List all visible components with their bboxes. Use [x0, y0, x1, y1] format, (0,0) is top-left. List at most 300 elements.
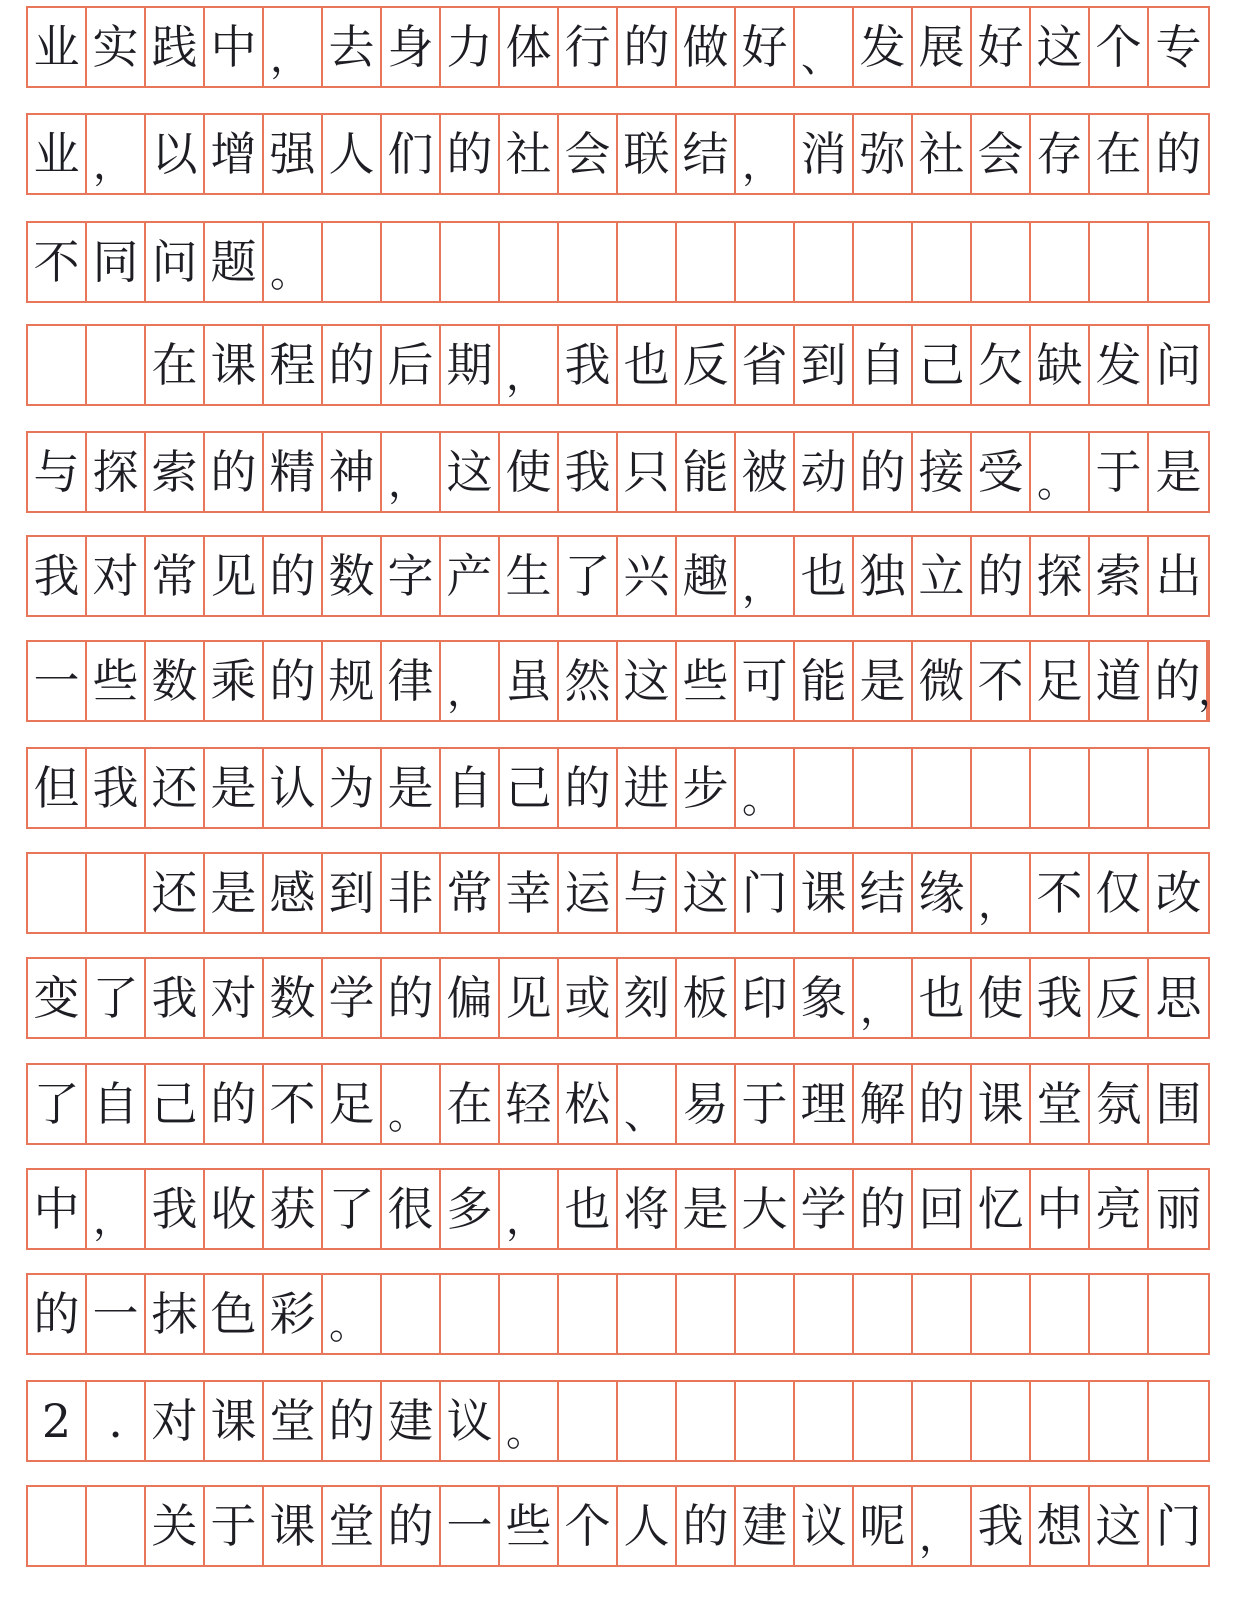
grid-cell: 变: [28, 959, 87, 1037]
grid-cell: 抹: [146, 1275, 205, 1353]
grid-row: [26, 1273, 1210, 1355]
grid-cell: 围: [1155, 1077, 1202, 1131]
grid-cell: 的: [854, 1170, 913, 1248]
grid-cell: 中: [1031, 1170, 1090, 1248]
grid-cell: [618, 1275, 677, 1353]
grid-cell: ，: [913, 1487, 972, 1565]
grid-cell: 为: [323, 749, 382, 827]
grid-cell: 学: [323, 959, 382, 1037]
grid-cell: 生: [500, 537, 559, 615]
grid-cell: 、: [618, 1065, 677, 1143]
grid-cell: 体: [500, 8, 559, 86]
grid-cell: 产: [441, 537, 500, 615]
grid-cell: 数: [146, 642, 205, 720]
grid-cell: 运: [559, 854, 618, 932]
grid-cell: 的: [28, 1275, 87, 1353]
grid-cell: 索: [146, 433, 205, 511]
grid-cell: 进: [618, 749, 677, 827]
grid-cell: 、: [795, 8, 854, 86]
grid-cell: [1090, 749, 1149, 827]
grid-cell: 堂: [264, 1382, 323, 1460]
grid-cell: 的: [441, 115, 500, 193]
grid-cell: 做: [677, 8, 736, 86]
grid-cell: 增: [205, 115, 264, 193]
grid-cell: 易: [677, 1065, 736, 1143]
grid-cell: 的: [913, 1065, 972, 1143]
grid-cell: 的: [382, 959, 441, 1037]
grid-cell: 欠: [972, 326, 1031, 404]
grid-cell: 亮: [1090, 1170, 1149, 1248]
grid-cell: [28, 854, 87, 932]
grid-cell: 的: [1149, 642, 1208, 720]
grid-cell: 到: [795, 326, 854, 404]
grid-cell: 索: [1090, 537, 1149, 615]
grid-row: [26, 324, 1210, 406]
grid-cell: [736, 1275, 795, 1353]
grid-cell: 好: [972, 8, 1031, 86]
grid-cell: ，: [264, 8, 323, 86]
grid-cell: 中: [28, 1170, 87, 1248]
grid-cell: 个: [559, 1487, 618, 1565]
grid-cell: [854, 749, 913, 827]
grid-cell: [87, 854, 146, 932]
grid-cell: [854, 1275, 913, 1353]
grid-cell: 弥: [854, 115, 913, 193]
grid-cell: ，: [736, 537, 795, 615]
grid-cell: 是: [1155, 445, 1202, 499]
grid-cell: 律: [382, 642, 441, 720]
grid-row: [26, 221, 1210, 303]
grid-cell: 缘: [913, 854, 972, 932]
grid-cell: 消: [795, 115, 854, 193]
grid-cell: 们: [382, 115, 441, 193]
grid-cell: 业: [28, 8, 87, 86]
overflow-punctuation: ，: [1198, 668, 1238, 714]
grid-cell: 反: [1090, 959, 1149, 1037]
grid-cell: [854, 1382, 913, 1460]
grid-cell: 强: [264, 115, 323, 193]
grid-cell: 动: [795, 433, 854, 511]
grid-cell: [795, 223, 854, 301]
grid-cell: 缺: [1031, 326, 1090, 404]
grid-cell: 是: [205, 854, 264, 932]
grid-cell: [441, 1275, 500, 1353]
grid-cell: [677, 1275, 736, 1353]
grid-cell: 省: [736, 326, 795, 404]
grid-cell: 只: [618, 433, 677, 511]
grid-cell: 自: [854, 326, 913, 404]
grid-cell: 获: [264, 1170, 323, 1248]
grid-cell: [677, 223, 736, 301]
grid-cell: 微: [913, 642, 972, 720]
grid-cell: 于: [736, 1065, 795, 1143]
grid-cell: 见: [205, 537, 264, 615]
grid-cell: 对: [87, 537, 146, 615]
grid-cell: 自: [441, 749, 500, 827]
grid-cell: 对: [146, 1382, 205, 1460]
grid-cell: 行: [559, 8, 618, 86]
grid-cell: 些: [500, 1487, 559, 1565]
grid-cell: 的: [972, 537, 1031, 615]
grid-cell: 数: [264, 959, 323, 1037]
grid-cell: 议: [795, 1487, 854, 1565]
grid-cell: 探: [87, 433, 146, 511]
grid-cell: 非: [382, 854, 441, 932]
grid-cell: [1031, 223, 1090, 301]
grid-cell: 我: [146, 959, 205, 1037]
grid-cell: 一: [441, 1487, 500, 1565]
grid-cell: 立: [913, 537, 972, 615]
grid-cell: 的: [559, 749, 618, 827]
grid-cell: 课: [205, 1382, 264, 1460]
grid-cell: 议: [441, 1382, 500, 1460]
grid-cell: 将: [618, 1170, 677, 1248]
grid-row: [26, 113, 1210, 195]
grid-cell: [795, 1275, 854, 1353]
grid-cell: 力: [441, 8, 500, 86]
grid-cell: 是: [382, 749, 441, 827]
grid-cell: ，: [500, 326, 559, 404]
grid-cell: 仅: [1090, 854, 1149, 932]
grid-cell: [736, 1382, 795, 1460]
grid-cell: 学: [795, 1170, 854, 1248]
grid-cell: [500, 223, 559, 301]
grid-cell: [618, 1382, 677, 1460]
grid-cell: 印: [736, 959, 795, 1037]
grid-cell: 氛: [1090, 1065, 1149, 1143]
grid-cell: 后: [382, 326, 441, 404]
grid-cell: 与: [618, 854, 677, 932]
grid-cell: 结: [677, 115, 736, 193]
grid-cell: 一: [28, 642, 87, 720]
grid-cell: 象: [795, 959, 854, 1037]
grid-row: [26, 747, 1210, 829]
grid-cell: 是: [205, 749, 264, 827]
grid-cell: 些: [87, 642, 146, 720]
grid-cell: 我: [1031, 959, 1090, 1037]
grid-cell: 的: [1155, 127, 1202, 181]
grid-cell: 刻: [618, 959, 677, 1037]
grid-cell: 了: [323, 1170, 382, 1248]
grid-cell: 这: [441, 433, 500, 511]
grid-cell: 兴: [618, 537, 677, 615]
grid-cell: 使: [972, 959, 1031, 1037]
grid-cell: [854, 223, 913, 301]
grid-cell: 些: [677, 642, 736, 720]
grid-cell: 彩: [264, 1275, 323, 1353]
grid-cell: ，: [972, 854, 1031, 932]
grid-cell: 我: [87, 749, 146, 827]
grid-cell: [1090, 1275, 1149, 1353]
grid-cell: 理: [795, 1065, 854, 1143]
grid-cell: 收: [205, 1170, 264, 1248]
grid-cell: 大: [736, 1170, 795, 1248]
grid-cell: 解: [854, 1065, 913, 1143]
grid-cell: 回: [913, 1170, 972, 1248]
grid-cell: 偏: [441, 959, 500, 1037]
grid-cell: 结: [854, 854, 913, 932]
grid-cell: ，: [500, 1170, 559, 1248]
grid-cell: 自: [87, 1065, 146, 1143]
grid-cell: 精: [264, 433, 323, 511]
grid-row: [26, 1168, 1210, 1250]
grid-cell: 字: [382, 537, 441, 615]
grid-cell: 发: [1090, 326, 1149, 404]
grid-cell: 能: [795, 642, 854, 720]
grid-cell: 的: [677, 1487, 736, 1565]
grid-cell: 也: [559, 1170, 618, 1248]
grid-cell: 的: [205, 433, 264, 511]
grid-cell: [795, 749, 854, 827]
grid-cell: 认: [264, 749, 323, 827]
grid-row: [26, 957, 1210, 1039]
grid-row: [26, 1063, 1210, 1145]
grid-cell: 忆: [972, 1170, 1031, 1248]
grid-cell: 呢: [854, 1487, 913, 1565]
grid-cell: 的: [264, 642, 323, 720]
grid-row: [26, 535, 1210, 617]
grid-cell: 去: [323, 8, 382, 86]
grid-cell: 了: [559, 537, 618, 615]
grid-cell: 我: [146, 1170, 205, 1248]
grid-cell: 道: [1090, 642, 1149, 720]
grid-cell: 规: [323, 642, 382, 720]
grid-cell: 也: [795, 537, 854, 615]
grid-cell: 板: [677, 959, 736, 1037]
grid-cell: [1031, 1382, 1090, 1460]
grid-cell: 步: [677, 749, 736, 827]
grid-cell: [795, 1382, 854, 1460]
grid-cell: 门: [736, 854, 795, 932]
grid-cell: 专: [1155, 20, 1202, 74]
grid-cell: 好: [736, 8, 795, 86]
grid-row: [26, 1380, 1210, 1462]
grid-cell: 建: [736, 1487, 795, 1565]
grid-cell: 不: [264, 1065, 323, 1143]
grid-cell: 松: [559, 1065, 618, 1143]
grid-cell: 不: [972, 642, 1031, 720]
grid-cell: 课: [264, 1487, 323, 1565]
grid-cell: 会: [972, 115, 1031, 193]
grid-cell: 存: [1031, 115, 1090, 193]
grid-cell: 己: [913, 326, 972, 404]
grid-cell: 堂: [1031, 1065, 1090, 1143]
grid-cell: [28, 326, 87, 404]
grid-cell: ，: [382, 433, 441, 511]
grid-cell: ，: [87, 1170, 146, 1248]
grid-cell: 色: [205, 1275, 264, 1353]
grid-cell: [972, 223, 1031, 301]
grid-row: [26, 6, 1210, 88]
grid-cell: 我: [28, 537, 87, 615]
grid-cell: [559, 1382, 618, 1460]
grid-cell: [618, 223, 677, 301]
grid-row: [26, 852, 1210, 934]
grid-cell: 对: [205, 959, 264, 1037]
grid-cell: 是: [677, 1170, 736, 1248]
grid-cell: [559, 223, 618, 301]
grid-cell: 联: [618, 115, 677, 193]
grid-cell: [1031, 1275, 1090, 1353]
grid-cell: 的: [618, 8, 677, 86]
grid-cell: 己: [146, 1065, 205, 1143]
grid-cell: [972, 1382, 1031, 1460]
grid-cell: 问: [146, 223, 205, 301]
grid-cell: 虽: [500, 642, 559, 720]
grid-cell: 展: [913, 8, 972, 86]
grid-cell: 题: [205, 223, 264, 301]
grid-cell: 业: [28, 115, 87, 193]
grid-cell: 课: [205, 326, 264, 404]
grid-cell: 见: [500, 959, 559, 1037]
grid-cell: 受: [972, 433, 1031, 511]
grid-cell: 在: [441, 1065, 500, 1143]
grid-cell: 思: [1155, 971, 1202, 1025]
grid-cell: 人: [618, 1487, 677, 1565]
grid-cell: 实: [87, 8, 146, 86]
grid-cell: 门: [1155, 1499, 1202, 1553]
grid-cell: 在: [146, 326, 205, 404]
grid-cell: [28, 1487, 87, 1565]
grid-cell: 接: [913, 433, 972, 511]
grid-cell: 这: [618, 642, 677, 720]
grid-cell: 程: [264, 326, 323, 404]
grid-cell: 趣: [677, 537, 736, 615]
grid-cell: [913, 749, 972, 827]
grid-cell: 不: [28, 223, 87, 301]
grid-cell: 不: [1031, 854, 1090, 932]
grid-cell: 的: [323, 326, 382, 404]
grid-cell: 的: [205, 1065, 264, 1143]
grid-cell: 。: [382, 1065, 441, 1143]
grid-cell: 数: [323, 537, 382, 615]
grid-cell: [1149, 749, 1208, 827]
grid-cell: 己: [500, 749, 559, 827]
grid-cell: 个: [1090, 8, 1149, 86]
grid-row: [26, 1485, 1210, 1567]
grid-cell: [677, 1382, 736, 1460]
grid-cell: 探: [1031, 537, 1090, 615]
grid-cell: 多: [441, 1170, 500, 1248]
grid-cell: [1031, 749, 1090, 827]
grid-cell: 可: [736, 642, 795, 720]
grid-cell: 人: [323, 115, 382, 193]
grid-cell: 同: [87, 223, 146, 301]
grid-cell: 这: [677, 854, 736, 932]
grid-cell: 于: [1090, 433, 1149, 511]
grid-cell: 出: [1155, 549, 1202, 603]
grid-cell: 轻: [500, 1065, 559, 1143]
grid-cell: 于: [205, 1487, 264, 1565]
grid-cell: 也: [913, 959, 972, 1037]
grid-cell: 。: [500, 1382, 559, 1460]
grid-cell: 建: [382, 1382, 441, 1460]
grid-cell: 足: [323, 1065, 382, 1143]
grid-cell: [87, 326, 146, 404]
grid-cell: 了: [28, 1065, 87, 1143]
grid-cell: 会: [559, 115, 618, 193]
grid-cell: ，: [87, 115, 146, 193]
grid-cell: 问: [1155, 338, 1202, 392]
grid-cell: [382, 1275, 441, 1353]
grid-cell: 。: [323, 1275, 382, 1353]
grid-cell: 发: [854, 8, 913, 86]
grid-cell: [1149, 223, 1208, 301]
grid-cell: 很: [382, 1170, 441, 1248]
grid-cell: 能: [677, 433, 736, 511]
grid-cell: 与: [28, 433, 87, 511]
grid-cell: 乘: [205, 642, 264, 720]
grid-cell: [972, 1275, 1031, 1353]
grid-cell: 丽: [1155, 1182, 1202, 1236]
grid-cell: .: [87, 1382, 146, 1460]
grid-cell: 践: [146, 8, 205, 86]
grid-cell: 改: [1155, 866, 1202, 920]
grid-cell: 独: [854, 537, 913, 615]
grid-cell: 的: [854, 433, 913, 511]
grid-cell: 还: [146, 749, 205, 827]
grid-cell: 在: [1090, 115, 1149, 193]
grid-cell: 想: [1031, 1487, 1090, 1565]
grid-cell: 也: [618, 326, 677, 404]
grid-cell: [382, 223, 441, 301]
grid-cell: 了: [87, 959, 146, 1037]
grid-cell: [1149, 1382, 1208, 1460]
grid-cell: 然: [559, 642, 618, 720]
grid-cell: [1149, 1275, 1208, 1353]
grid-cell: 。: [1031, 433, 1090, 511]
grid-cell: 常: [146, 537, 205, 615]
grid-cell: 一: [87, 1275, 146, 1353]
grid-cell: [1090, 223, 1149, 301]
grid-cell: 课: [972, 1065, 1031, 1143]
grid-cell: 。: [264, 223, 323, 301]
grid-cell: [559, 1275, 618, 1353]
grid-cell: 堂: [323, 1487, 382, 1565]
grid-cell: 以: [146, 115, 205, 193]
grid-cell: [441, 223, 500, 301]
grid-cell: 神: [323, 433, 382, 511]
grid-cell: 使: [500, 433, 559, 511]
grid-cell: 但: [28, 749, 87, 827]
grid-cell: 的: [264, 537, 323, 615]
grid-cell: [913, 223, 972, 301]
grid-cell: 这: [1090, 1487, 1149, 1565]
grid-cell: [913, 1275, 972, 1353]
grid-cell: 。: [736, 749, 795, 827]
grid-cell: [323, 223, 382, 301]
grid-cell: 还: [146, 854, 205, 932]
grid-cell: 期: [441, 326, 500, 404]
grid-cell: 的: [323, 1382, 382, 1460]
grid-cell: 足: [1031, 642, 1090, 720]
grid-cell: 被: [736, 433, 795, 511]
grid-cell: 身: [382, 8, 441, 86]
grid-cell: 社: [500, 115, 559, 193]
grid-cell: 这: [1031, 8, 1090, 86]
grid-cell: 2: [28, 1382, 87, 1460]
grid-cell: 感: [264, 854, 323, 932]
grid-cell: 反: [677, 326, 736, 404]
grid-cell: ，: [441, 642, 500, 720]
grid-cell: [1090, 1382, 1149, 1460]
grid-cell: 关: [146, 1487, 205, 1565]
grid-cell: 或: [559, 959, 618, 1037]
grid-cell: [87, 1487, 146, 1565]
grid-cell: 中: [205, 8, 264, 86]
grid-cell: 我: [559, 326, 618, 404]
grid-cell: 的: [382, 1487, 441, 1565]
